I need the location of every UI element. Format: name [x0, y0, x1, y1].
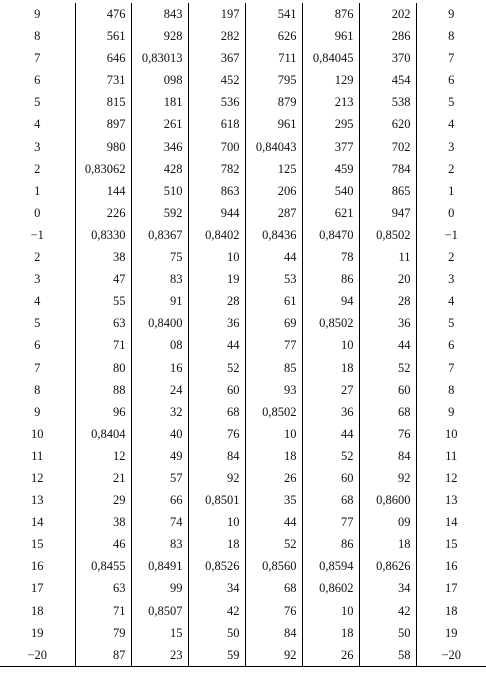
- row-label-left: 1: [0, 180, 75, 202]
- row-label-left: 14: [0, 511, 75, 533]
- table-cell: 213: [302, 91, 359, 113]
- table-cell: 928: [131, 25, 188, 47]
- table-cell: 42: [188, 600, 245, 622]
- table-cell: 980: [75, 136, 131, 158]
- row-label-right: 0: [416, 202, 486, 224]
- table-cell: 66: [131, 489, 188, 511]
- table-cell: 098: [131, 69, 188, 91]
- table-cell: 370: [391, 51, 411, 66]
- table-cell: 28: [398, 294, 411, 309]
- row-label-right: 14: [416, 511, 486, 533]
- row-label-left: 7: [0, 47, 75, 69]
- row-label-right: 4: [416, 290, 486, 312]
- table-cell: 10: [245, 423, 302, 445]
- table-row: [0, 533, 486, 555]
- numeric-table: [0, 3, 486, 667]
- table-cell: 15: [131, 622, 188, 644]
- table-cell: 68: [245, 577, 302, 599]
- table-cell: 18: [302, 622, 359, 644]
- row-label-left: −20: [0, 644, 75, 667]
- table-cell: 68: [302, 489, 359, 511]
- row-label-left: 2: [0, 158, 75, 180]
- table-cell: 74: [131, 511, 188, 533]
- table-cell: 94: [302, 290, 359, 312]
- row-label-left: 6: [0, 69, 75, 91]
- table-cell: 96: [75, 401, 131, 423]
- table-cell: 29: [75, 489, 131, 511]
- table-cell: 0,8560: [245, 555, 302, 577]
- table-cell: 18: [302, 357, 359, 379]
- table-cell: 99: [131, 577, 188, 599]
- row-label-left: 4: [0, 113, 75, 135]
- table-cell: 16: [131, 357, 188, 379]
- table-cell: 865: [391, 183, 411, 198]
- table-cell: 88: [75, 379, 131, 401]
- table-cell: 621: [302, 202, 359, 224]
- row-label-left: 15: [0, 533, 75, 555]
- table-cell: 68: [188, 401, 245, 423]
- table-cell: 59: [188, 644, 245, 667]
- table-cell: 36: [188, 312, 245, 334]
- table-cell: 0,8626: [376, 559, 411, 574]
- table-cell: 91: [131, 290, 188, 312]
- row-label-left: 5: [0, 312, 75, 334]
- table-cell: 510: [131, 180, 188, 202]
- table-cell: 92: [188, 467, 245, 489]
- table-cell: 83: [131, 268, 188, 290]
- table-cell: 10: [302, 600, 359, 622]
- table-cell: 618: [188, 113, 245, 135]
- table-cell: 77: [302, 511, 359, 533]
- table-cell: 0,8404: [75, 423, 131, 445]
- table-row: [0, 312, 486, 334]
- table-cell: 731: [75, 69, 131, 91]
- row-label-right: 2: [416, 246, 486, 268]
- table-cell: 52: [302, 445, 359, 467]
- table-cell: 44: [302, 423, 359, 445]
- table-cell: 80: [75, 357, 131, 379]
- table-cell: 42: [398, 603, 411, 618]
- row-label-right: 15: [416, 533, 486, 555]
- table-cell: 0,8600: [376, 493, 411, 508]
- table-row: [0, 445, 486, 467]
- table-cell: 44: [188, 334, 245, 356]
- table-cell: 52: [188, 357, 245, 379]
- table-cell: 84: [398, 448, 411, 463]
- table-cell: 34: [188, 577, 245, 599]
- table-cell: 0,8502: [376, 227, 411, 242]
- table-cell: 63: [75, 577, 131, 599]
- table-cell: 0,8501: [188, 489, 245, 511]
- table-row: [0, 246, 486, 268]
- table-cell: 863: [188, 180, 245, 202]
- table-cell: 52: [245, 533, 302, 555]
- table-cell: 28: [188, 290, 245, 312]
- table-cell: 92: [245, 644, 302, 667]
- table-cell: 40: [131, 423, 188, 445]
- row-label-left: −1: [0, 224, 75, 246]
- table-cell: 26: [302, 644, 359, 667]
- row-label-right: 9: [416, 401, 486, 423]
- row-label-right: 19: [416, 622, 486, 644]
- table-cell: 24: [131, 379, 188, 401]
- table-row: [0, 379, 486, 401]
- table-cell: 10: [188, 246, 245, 268]
- table-row: [0, 224, 486, 246]
- table-cell: 620: [391, 117, 411, 132]
- table-cell: 86: [302, 268, 359, 290]
- table-cell: 0,8455: [75, 555, 131, 577]
- table-row: [0, 423, 486, 445]
- row-label-left: 13: [0, 489, 75, 511]
- table-cell: 0,84043: [245, 136, 302, 158]
- table-cell: 69: [245, 312, 302, 334]
- row-label-left: 10: [0, 423, 75, 445]
- table-cell: 76: [398, 426, 411, 441]
- table-cell: 897: [75, 113, 131, 135]
- table-cell: 377: [302, 136, 359, 158]
- row-label-right: 5: [416, 312, 486, 334]
- row-label-right: 8: [416, 379, 486, 401]
- table-cell: 49: [131, 445, 188, 467]
- table-cell: 38: [75, 246, 131, 268]
- table-cell: 35: [245, 489, 302, 511]
- table-row: [0, 644, 486, 667]
- table-cell: 75: [131, 246, 188, 268]
- table-cell: 815: [75, 91, 131, 113]
- table-cell: 84: [188, 445, 245, 467]
- table-cell: 20: [398, 272, 411, 287]
- row-label-right: 5: [416, 91, 486, 113]
- table-cell: 0,83062: [75, 158, 131, 180]
- row-label-right: 7: [416, 47, 486, 69]
- table-cell: 76: [245, 600, 302, 622]
- table-row: [0, 3, 486, 25]
- table-cell: 282: [188, 25, 245, 47]
- table-cell: 0,8436: [245, 224, 302, 246]
- table-cell: 226: [75, 202, 131, 224]
- table-row: [0, 113, 486, 135]
- table-cell: 261: [131, 113, 188, 135]
- table-cell: 536: [188, 91, 245, 113]
- row-label-left: 17: [0, 577, 75, 599]
- table-cell: 19: [188, 268, 245, 290]
- table-row: [0, 334, 486, 356]
- table-cell: 795: [245, 69, 302, 91]
- table-cell: 34: [398, 581, 411, 596]
- table-cell: 47: [75, 268, 131, 290]
- table-cell: 476: [75, 3, 131, 25]
- row-label-right: 7: [416, 357, 486, 379]
- table-cell: 0,8402: [188, 224, 245, 246]
- row-label-right: 8: [416, 25, 486, 47]
- table-cell: 50: [188, 622, 245, 644]
- table-cell: 36: [302, 401, 359, 423]
- row-label-right: 9: [416, 3, 486, 25]
- row-label-right: 11: [416, 445, 486, 467]
- table-row: [0, 91, 486, 113]
- table-cell: 646: [75, 47, 131, 69]
- table-cell: 46: [75, 533, 131, 555]
- table-cell: 367: [188, 47, 245, 69]
- table-cell: 452: [188, 69, 245, 91]
- table-cell: 08: [131, 334, 188, 356]
- row-label-left: 11: [0, 445, 75, 467]
- table-cell: 68: [398, 404, 411, 419]
- table-cell: 77: [245, 334, 302, 356]
- row-label-right: 2: [416, 158, 486, 180]
- table-row: [0, 180, 486, 202]
- table-cell: 0,8502: [302, 312, 359, 334]
- row-label-right: 18: [416, 600, 486, 622]
- table-cell: 0,8470: [302, 224, 359, 246]
- table-cell: 125: [245, 158, 302, 180]
- table-cell: 60: [398, 382, 411, 397]
- row-label-left: 18: [0, 600, 75, 622]
- table-cell: 11: [398, 250, 411, 265]
- table-row: [0, 401, 486, 423]
- table-cell: 346: [131, 136, 188, 158]
- table-row: [0, 577, 486, 599]
- table-cell: 197: [188, 3, 245, 25]
- table-row: [0, 158, 486, 180]
- row-label-right: 12: [416, 467, 486, 489]
- table-cell: 784: [391, 161, 411, 176]
- table-cell: 85: [245, 357, 302, 379]
- row-label-left: 5: [0, 91, 75, 113]
- table-cell: 12: [75, 445, 131, 467]
- table-cell: 18: [398, 537, 411, 552]
- table-cell: 0,8594: [302, 555, 359, 577]
- table-cell: 86: [302, 533, 359, 555]
- table-cell: 44: [245, 511, 302, 533]
- row-label-right: 10: [416, 423, 486, 445]
- table-row: [0, 290, 486, 312]
- table-cell: 947: [391, 205, 411, 220]
- table-cell: 0,8400: [131, 312, 188, 334]
- table-cell: 0,84045: [302, 47, 359, 69]
- table-cell: 538: [391, 95, 411, 110]
- table-cell: 541: [245, 3, 302, 25]
- table-cell: 52: [398, 360, 411, 375]
- row-label-left: 2: [0, 246, 75, 268]
- table-cell: 129: [302, 69, 359, 91]
- row-label-left: 8: [0, 379, 75, 401]
- table-cell: 84: [245, 622, 302, 644]
- table-cell: 944: [188, 202, 245, 224]
- table-cell: 286: [391, 29, 411, 44]
- row-label-right: −20: [416, 644, 486, 667]
- row-label-left: 6: [0, 334, 75, 356]
- table-cell: 23: [131, 644, 188, 667]
- row-label-left: 9: [0, 401, 75, 423]
- table-cell: 83: [131, 533, 188, 555]
- table-cell: 459: [302, 158, 359, 180]
- row-label-left: 12: [0, 467, 75, 489]
- table-cell: 206: [245, 180, 302, 202]
- row-label-left: 16: [0, 555, 75, 577]
- table-row: [0, 600, 486, 622]
- table-cell: 592: [131, 202, 188, 224]
- table-cell: 18: [245, 445, 302, 467]
- table-cell: 10: [302, 334, 359, 356]
- row-label-left: 8: [0, 25, 75, 47]
- row-label-left: 9: [0, 3, 75, 25]
- row-label-right: 6: [416, 69, 486, 91]
- table-row: [0, 511, 486, 533]
- row-label-right: 6: [416, 334, 486, 356]
- table-cell: 144: [75, 180, 131, 202]
- row-label-left: 3: [0, 268, 75, 290]
- table-cell: 540: [302, 180, 359, 202]
- table-cell: 181: [131, 91, 188, 113]
- row-label-left: 7: [0, 357, 75, 379]
- table-cell: 961: [302, 25, 359, 47]
- table-cell: 09: [398, 515, 411, 530]
- table-cell: 843: [131, 3, 188, 25]
- table-cell: 0,8502: [245, 401, 302, 423]
- table-row: [0, 268, 486, 290]
- table-cell: 60: [302, 467, 359, 489]
- table-cell: 295: [302, 113, 359, 135]
- table-cell: 44: [398, 338, 411, 353]
- table-row: [0, 47, 486, 69]
- table-cell: 702: [391, 139, 411, 154]
- table-cell: 55: [75, 290, 131, 312]
- row-label-left: 3: [0, 136, 75, 158]
- table-row: [0, 69, 486, 91]
- row-label-right: 4: [416, 113, 486, 135]
- table-cell: 32: [131, 401, 188, 423]
- table-cell: 961: [245, 113, 302, 135]
- table-cell: 626: [245, 25, 302, 47]
- table-cell: 782: [188, 158, 245, 180]
- table-cell: 21: [75, 467, 131, 489]
- table-cell: 0,8526: [188, 555, 245, 577]
- row-label-right: 16: [416, 555, 486, 577]
- table-cell: 26: [245, 467, 302, 489]
- table-cell: 10: [188, 511, 245, 533]
- table-row: [0, 467, 486, 489]
- table-body: [0, 3, 486, 666]
- row-label-right: 17: [416, 577, 486, 599]
- table-row: [0, 489, 486, 511]
- table-cell: 93: [245, 379, 302, 401]
- row-label-right: 3: [416, 268, 486, 290]
- table-row: [0, 357, 486, 379]
- table-cell: 53: [245, 268, 302, 290]
- row-label-right: 13: [416, 489, 486, 511]
- table-cell: 0,8330: [75, 224, 131, 246]
- table-row: [0, 25, 486, 47]
- table-cell: 79: [75, 622, 131, 644]
- table-cell: 71: [75, 334, 131, 356]
- table-cell: 287: [245, 202, 302, 224]
- table-cell: 58: [359, 644, 416, 667]
- table-row: [0, 622, 486, 644]
- row-label-left: 0: [0, 202, 75, 224]
- table-cell: 44: [245, 246, 302, 268]
- table-cell: 87: [75, 644, 131, 667]
- table-cell: 57: [131, 467, 188, 489]
- table-cell: 63: [75, 312, 131, 334]
- table-cell: 27: [302, 379, 359, 401]
- table-row: [0, 202, 486, 224]
- table-cell: 0,8507: [131, 600, 188, 622]
- table-cell: 561: [75, 25, 131, 47]
- table-cell: 50: [398, 625, 411, 640]
- table-cell: 879: [245, 91, 302, 113]
- table-cell: 0,8367: [131, 224, 188, 246]
- table-cell: 60: [188, 379, 245, 401]
- table-cell: 36: [398, 316, 411, 331]
- table-cell: 92: [398, 470, 411, 485]
- table-cell: 0,8602: [302, 577, 359, 599]
- row-label-left: 4: [0, 290, 75, 312]
- table-cell: 876: [302, 3, 359, 25]
- table-cell: 711: [245, 47, 302, 69]
- row-label-right: −1: [416, 224, 486, 246]
- table-cell: 61: [245, 290, 302, 312]
- table-cell: 76: [188, 423, 245, 445]
- row-label-right: 3: [416, 136, 486, 158]
- table-cell: 78: [302, 246, 359, 268]
- table-row: [0, 555, 486, 577]
- row-label-right: 1: [416, 180, 486, 202]
- table-cell: 71: [75, 600, 131, 622]
- row-label-left: 19: [0, 622, 75, 644]
- table-cell: 428: [131, 158, 188, 180]
- table-row: [0, 136, 486, 158]
- table-cell: 700: [188, 136, 245, 158]
- table-cell: 0,8491: [131, 555, 188, 577]
- table-cell: 38: [75, 511, 131, 533]
- table-cell: 202: [391, 7, 411, 21]
- table-cell: 18: [188, 533, 245, 555]
- table-cell: 0,83013: [131, 47, 188, 69]
- table-cell: 454: [391, 73, 411, 88]
